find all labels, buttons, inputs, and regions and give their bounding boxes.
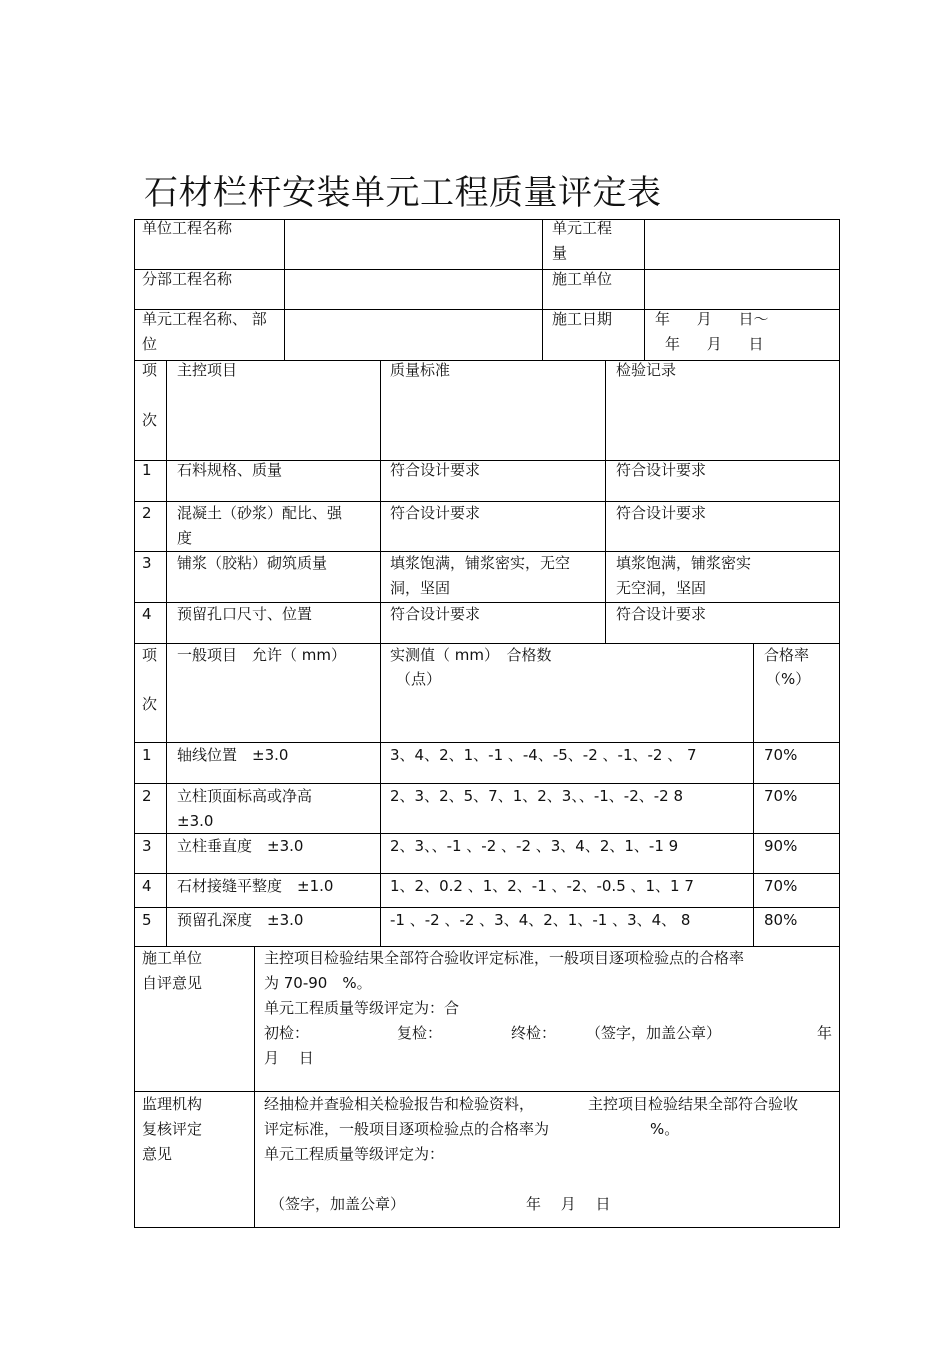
supervisor-label-2: 复核评定: [142, 1120, 203, 1138]
general-col-measure-label: 实测值（ mm） 合格数: [390, 646, 552, 664]
border-left: [134, 219, 135, 1228]
self-eval-month-day: 月 日: [264, 1049, 314, 1067]
divider: [134, 269, 840, 270]
general-row-rate: 70%: [764, 746, 798, 764]
general-row-item: 立柱垂直度 ±3.0: [177, 837, 304, 855]
divider: [380, 360, 381, 946]
division-label: 分部工程名称: [142, 270, 233, 288]
general-row-item: 轴线位置 ±3.0: [177, 746, 289, 764]
main-row-standard-wrap: 洞，坚固: [390, 579, 451, 597]
main-row-record: 符合设计要求: [616, 504, 707, 522]
unit-amount-label-wrap: 量: [552, 244, 568, 262]
general-row-no: 1: [142, 746, 152, 764]
date-end: 年 月 日: [665, 335, 764, 353]
main-row-item: 预留孔口尺寸、位置: [177, 605, 313, 623]
evaluation-form: [134, 219, 840, 1228]
contractor-label: 施工单位: [552, 270, 613, 288]
general-row-no: 5: [142, 911, 152, 929]
main-row-no: 3: [142, 554, 152, 572]
unit-project-label: 单位工程名称: [142, 219, 233, 237]
main-row-standard: 符合设计要求: [390, 461, 481, 479]
divider: [644, 219, 645, 360]
main-row-no: 4: [142, 605, 152, 623]
supervisor-line-1b: 主控项目检验结果全部符合验收: [588, 1095, 799, 1113]
col-main-item-label: 主控项目: [177, 361, 238, 379]
divider: [254, 946, 255, 1228]
general-row-item: 立柱顶面标高或净高: [177, 787, 313, 805]
self-eval-label-2: 自评意见: [142, 974, 203, 992]
unit-name-label: 单元工程名称、 部: [142, 310, 267, 328]
self-eval-grade: 单元工程质量等级评定为：合: [264, 999, 460, 1017]
self-eval-label: 施工单位: [142, 949, 203, 967]
self-eval-line-1: 主控项目检验结果全部符合验收评定标准，一般项目逐项检验点的合格率: [264, 949, 745, 967]
main-row-item: 铺浆（胶粘）砌筑质量: [177, 554, 328, 572]
self-eval-sign: （签字，加盖公章）: [586, 1024, 722, 1042]
main-row-standard: 符合设计要求: [390, 504, 481, 522]
self-eval-year: 年: [817, 1024, 833, 1042]
main-row-standard: 填浆饱满，铺浆密实，无空: [390, 554, 571, 572]
general-col-rate-label-2: （%）: [766, 670, 811, 688]
border-top: [134, 219, 840, 220]
col-standard-label: 质量标准: [390, 361, 451, 379]
divider: [134, 360, 840, 361]
supervisor-line-1a: 经抽检并查验相关检验报告和检验资料，: [264, 1095, 535, 1113]
main-row-record: 符合设计要求: [616, 461, 707, 479]
supervisor-line-2b: %。: [650, 1120, 680, 1138]
main-row-item-wrap: 度: [177, 529, 193, 547]
general-col-rate-label: 合格率: [764, 646, 810, 664]
general-col-item-label: 一般项目 允许（ mm）: [177, 646, 346, 664]
border-bottom: [134, 1227, 840, 1228]
general-row-values: 3、4、2、1、-1 、-4、-5、-2 、-1、-2 、 7: [390, 746, 697, 764]
supervisor-grade: 单元工程质量等级评定为：: [264, 1145, 445, 1163]
final-check-label: 终检：: [511, 1024, 557, 1042]
unit-name-label-wrap: 位: [142, 335, 158, 353]
general-row-values: 2、3、2、5、7、1、2、3、、-1、-2、-2 8: [390, 787, 684, 805]
divider: [166, 360, 167, 946]
col-no-label: 项: [142, 361, 158, 379]
general-row-rate: 80%: [764, 911, 798, 929]
main-row-record-wrap: 无空洞，坚固: [616, 579, 707, 597]
supervisor-date: 年 月 日: [526, 1195, 611, 1213]
form-title: 石材栏杆安装单元工程质量评定表: [144, 173, 662, 213]
main-row-record: 符合设计要求: [616, 605, 707, 623]
supervisor-label-3: 意见: [142, 1145, 173, 1163]
divider: [605, 360, 606, 643]
border-right: [839, 219, 840, 1228]
general-row-item: 预留孔深度 ±3.0: [177, 911, 304, 929]
divider: [753, 643, 754, 946]
main-row-no: 2: [142, 504, 152, 522]
divider: [542, 219, 543, 360]
general-row-item-wrap: ±3.0: [177, 812, 214, 830]
unit-amount-label: 单元工程: [552, 219, 613, 237]
general-col-no-label-2: 次: [142, 695, 158, 713]
general-row-values: 2、3、、-1 、-2 、-2 、3、4、2、1、-1 9: [390, 837, 679, 855]
supervisor-sign: （签字，加盖公章）: [270, 1195, 406, 1213]
general-row-values: 1、2、0.2 、1、2、-1 、-2、-0.5 、1、1 7: [390, 877, 694, 895]
general-col-measure-label-2: （点）: [396, 670, 442, 688]
main-row-item: 混凝土（砂浆）配比、强: [177, 504, 343, 522]
supervisor-line-2a: 评定标准，一般项目逐项检验点的合格率为: [264, 1120, 550, 1138]
col-no-label-2: 次: [142, 411, 158, 429]
main-row-standard: 符合设计要求: [390, 605, 481, 623]
construction-date-label: 施工日期: [552, 310, 613, 328]
general-row-values: -1 、-2 、-2 、3、4、2、1、-1 、3、4、 8: [390, 911, 691, 929]
main-row-record: 填浆饱满，铺浆密实: [616, 554, 752, 572]
col-record-label: 检验记录: [616, 361, 677, 379]
first-check-label: 初检：: [264, 1024, 310, 1042]
general-row-rate: 70%: [764, 877, 798, 895]
main-row-item: 石料规格、质量: [177, 461, 283, 479]
self-eval-line-2: 为 70-90 %。: [264, 974, 372, 992]
main-row-no: 1: [142, 461, 152, 479]
general-row-no: 3: [142, 837, 152, 855]
divider: [284, 219, 285, 360]
supervisor-label: 监理机构: [142, 1095, 203, 1113]
general-row-item: 石材接缝平整度 ±1.0: [177, 877, 334, 895]
recheck-label: 复检：: [397, 1024, 443, 1042]
general-row-no: 2: [142, 787, 152, 805]
general-row-no: 4: [142, 877, 152, 895]
date-start: 年 月 日～: [655, 310, 769, 328]
general-col-no-label: 项: [142, 646, 158, 664]
general-row-rate: 90%: [764, 837, 798, 855]
general-row-rate: 70%: [764, 787, 798, 805]
